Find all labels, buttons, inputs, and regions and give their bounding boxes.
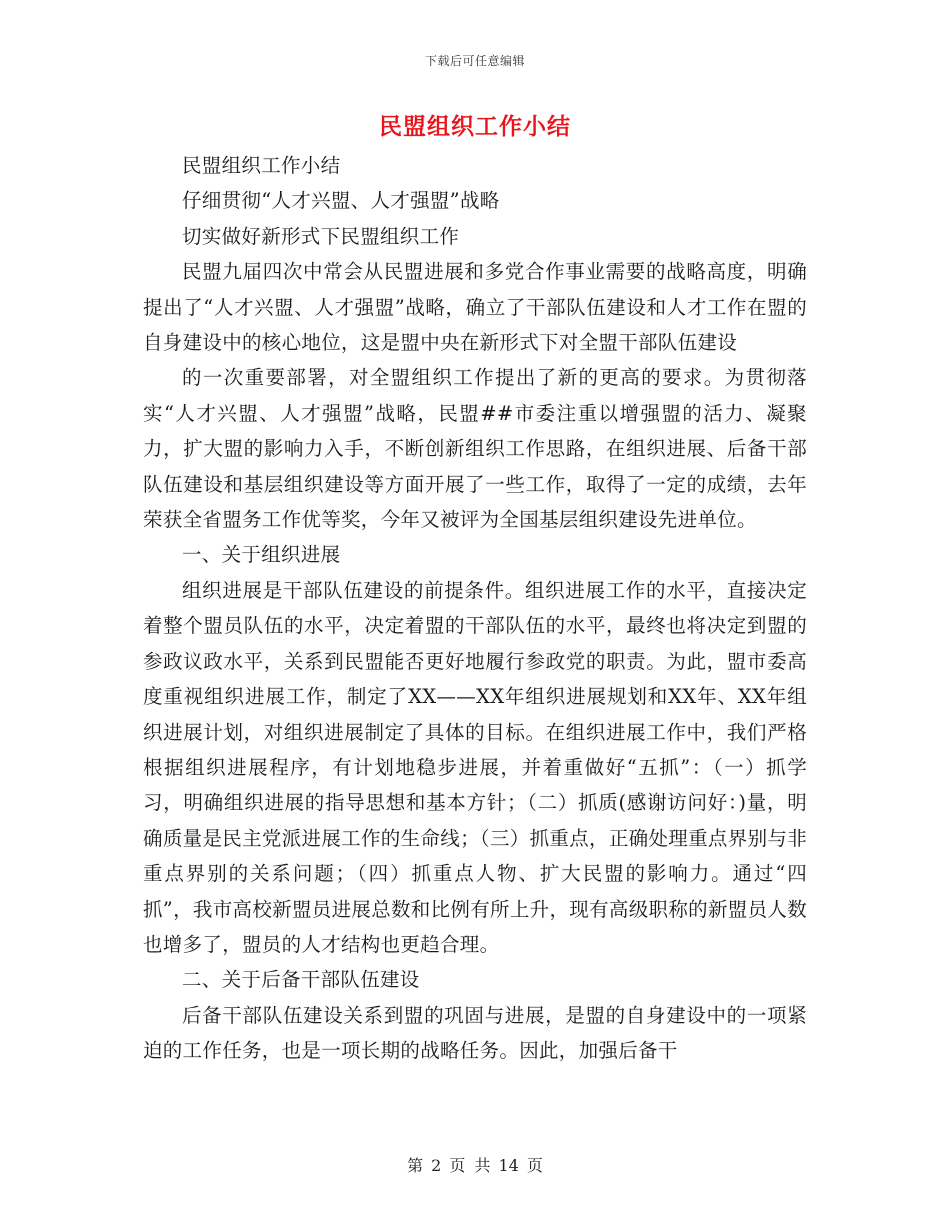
section-heading: 二、关于后备干部队伍建设 bbox=[182, 968, 420, 992]
footer-total-pages: 14 bbox=[498, 1156, 519, 1175]
paragraph: 切实做好新形式下民盟组织工作 bbox=[182, 224, 460, 248]
paragraph: 的一次重要部署，对全盟组织工作提出了新的更高的要求。为贯彻落实“人才兴盟、人才强盟”战略，民盟##市委注重以增强盟的活力、凝聚力，扩大盟的影响力入手，不断创新组织工作思路，在组织进展、后备干部队伍建设和基层组织建设等方面开展了一些工作，取得了一定的成绩，去年荣获全省盟务工作优等奖，今年又被评为全国基层组织建设先进单位。 bbox=[143, 366, 807, 532]
paragraph: 后备干部队伍建设关系到盟的巩固与进展，是盟的自身建设中的一项紧迫的工作任务，也是一项长期的战略任务。因此，加强后备干 bbox=[143, 1003, 807, 1063]
footer-prefix: 第 bbox=[407, 1156, 424, 1175]
document-body bbox=[143, 148, 807, 1069]
paragraph: 民盟组织工作小结 bbox=[182, 154, 341, 177]
footer-page-number: 2 bbox=[431, 1156, 442, 1175]
header-note: 下载后可任意编辑 bbox=[424, 54, 525, 68]
footer-suffix: 页 bbox=[526, 1156, 543, 1175]
page-footer bbox=[0, 1153, 950, 1176]
footer-middle: 页 共 bbox=[449, 1156, 491, 1175]
paragraph: 仔细贯彻“人才兴盟、人才强盟”战略 bbox=[182, 189, 500, 213]
paragraph: 组织进展是干部队伍建设的前提条件。组织进展工作的水平，直接决定着整个盟员队伍的水平，决定着盟的干部队伍的水平，最终也将决定到盟的参政议政水平，关系到民盟能否更好地履行参政党的职责。为此，盟市委高度重视组织进展工作，制定了XX——XX年组织进展规划和XX年、XX年组织进展计划，对组织进展制定了具体的目标。在组织进展工作中，我们严格根据组织进展程序，有计划地稳步进展，并着重做好“五抓”：（一）抓学习，明确组织进展的指导思想和基本方针；（二）抓质(感谢访问好：)量，明确质量是民主党派进展工作的生命线；（三）抓重点，正确处理重点界别与非重点界别的关系问题；（四）抓重点人物、扩大民盟的影响力。通过“四抓”，我市高校新盟员进展总数和比例有所上升，现有高级职称的新盟员人数也增多了，盟员的人才结构也更趋合理。 bbox=[143, 578, 807, 956]
paragraph: 民盟九届四次中常会从民盟进展和多党合作事业需要的战略高度，明确提出了“人才兴盟、人才强盟”战略，确立了干部队伍建设和人才工作在盟的自身建设中的核心地位，这是盟中央在新形式下对全盟干部队伍建设 bbox=[143, 260, 807, 355]
document-title: 民盟组织工作小结 bbox=[379, 113, 571, 140]
section-heading: 一、关于组织进展 bbox=[182, 543, 341, 567]
